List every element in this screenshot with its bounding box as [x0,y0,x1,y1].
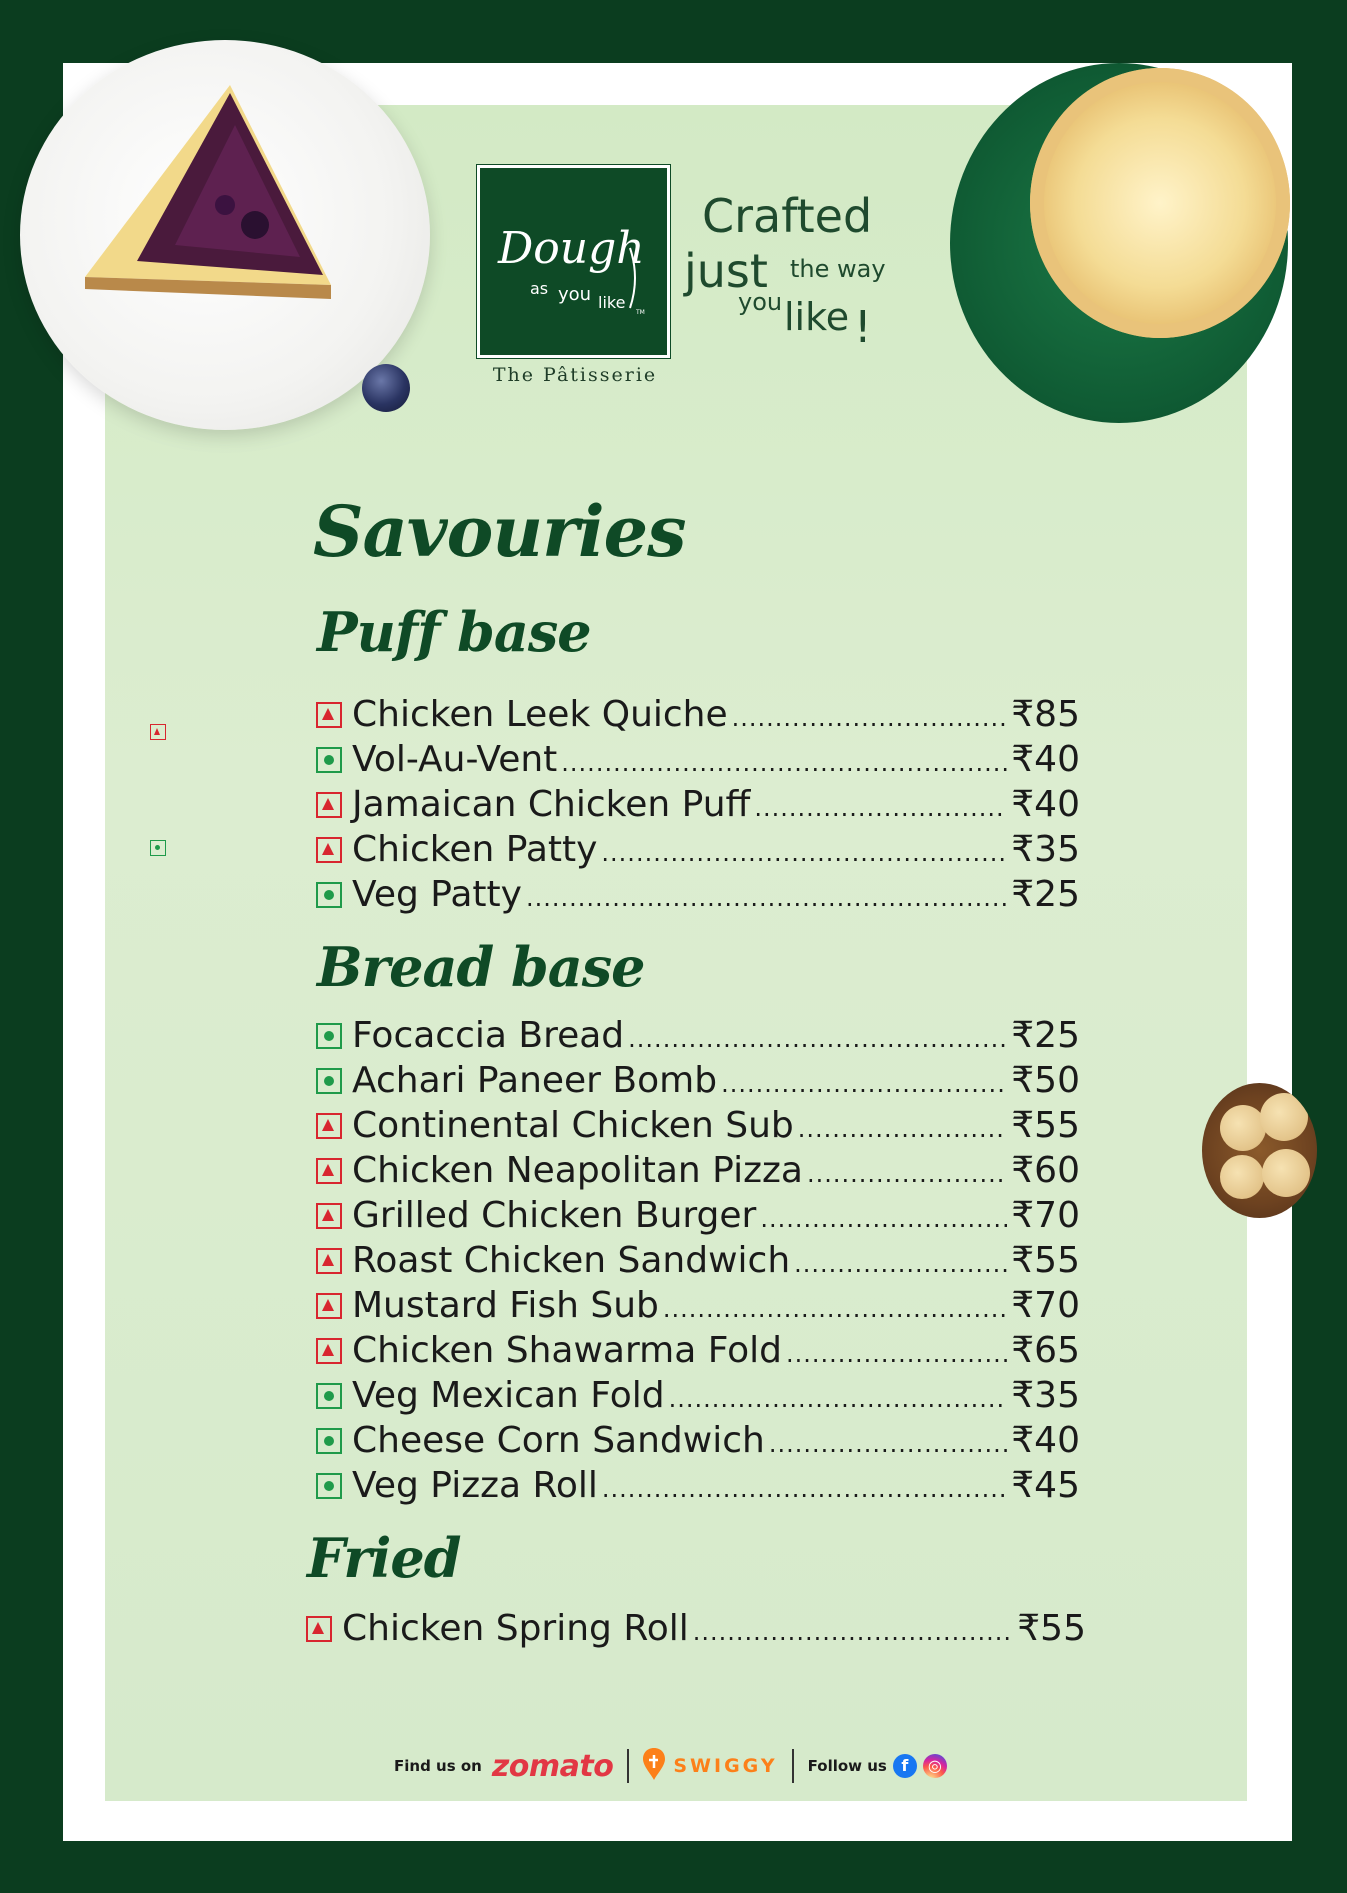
item-price: ₹40 [1011,1420,1080,1461]
menu-item [316,1058,1080,1103]
nonveg-icon [316,1248,342,1274]
item-name: Chicken Patty [352,829,598,870]
tagline-crafted: Crafted [702,192,873,243]
veg-icon [316,1428,342,1454]
item-name: Chicken Leek Quiche [352,694,728,735]
item-name: Veg Patty [352,874,522,915]
item-name: Continental Chicken Sub [352,1105,794,1146]
leader-dots [807,1152,1007,1197]
brand-logo [477,165,670,358]
item-price: ₹55 [1017,1608,1086,1649]
leader-dots [786,1332,1007,1377]
item-price: ₹70 [1011,1285,1080,1326]
swiggy-icon [643,1748,665,1784]
leader-dots [628,1017,1007,1062]
item-name: Vol-Au-Vent [352,739,558,780]
logo-word: Dough [498,223,645,274]
item-name: Veg Mexican Fold [352,1375,665,1416]
leader-dots [732,696,1008,741]
leader-dots [601,831,1007,876]
menu-item [316,737,1080,782]
veg-icon [316,1068,342,1094]
nonveg-icon [316,702,342,728]
item-name: Focaccia Bread [352,1015,625,1056]
tagline-the-way: the way [790,255,886,283]
divider [792,1749,794,1783]
follow-us-label: Follow us [807,1757,887,1775]
item-price: ₹70 [1011,1195,1080,1236]
veg-icon [316,1383,342,1409]
item-price: ₹55 [1011,1105,1080,1146]
logo-word-like: like [598,293,626,312]
item-name: Veg Pizza Roll [352,1465,598,1506]
item-price: ₹85 [1011,694,1080,735]
cookie-bowl-image [1202,1083,1317,1218]
menu-item [316,1238,1080,1283]
veg-icon [316,747,342,773]
quiche-image [1030,68,1290,338]
menu-item [316,1013,1080,1058]
leader-dots [663,1287,1007,1332]
item-price: ₹45 [1011,1465,1080,1506]
section-items-fried [306,1606,1086,1651]
nonveg-icon [316,837,342,863]
find-us-label: Find us on [394,1757,482,1775]
leader-dots [693,1610,1014,1655]
tagline-just: just [684,244,768,298]
nonveg-icon [306,1616,332,1642]
item-name: Cheese Corn Sandwich [352,1420,765,1461]
menu-item [316,1463,1080,1508]
leader-dots [798,1107,1008,1152]
brand-subtitle: The Pâtisserie [492,364,658,386]
leader-dots [769,1422,1007,1467]
logo-trademark: TM [636,309,645,316]
item-price: ₹25 [1011,874,1080,915]
veg-icon [316,882,342,908]
nonveg-legend-icon [150,724,166,740]
item-name: Jamaican Chicken Puff [352,784,751,825]
menu-item [316,827,1080,872]
menu-item [316,1283,1080,1328]
blueberry-image [362,364,410,412]
brand-tagline [682,192,912,366]
item-price: ₹35 [1011,1375,1080,1416]
item-price: ₹35 [1011,829,1080,870]
item-price: ₹40 [1011,739,1080,780]
item-name: Grilled Chicken Burger [352,1195,757,1236]
swiggy-logo[interactable]: SWIGGY [673,1755,778,1777]
leader-dots [526,876,1007,921]
section-items-bread-base [316,1013,1080,1508]
menu-item [316,1193,1080,1238]
item-price: ₹50 [1011,1060,1080,1101]
item-price: ₹55 [1011,1240,1080,1281]
menu-item [316,692,1080,737]
footer [394,1744,947,1788]
item-price: ₹60 [1011,1150,1080,1191]
section-items-puff-base [316,692,1080,917]
leader-dots [754,786,1007,831]
nonveg-icon [316,1338,342,1364]
section-title-puff-base: Puff base [317,600,591,664]
veg-icon [316,1023,342,1049]
menu-item [316,1373,1080,1418]
nonveg-icon [316,1203,342,1229]
divider [627,1749,629,1783]
veg-icon [316,1473,342,1499]
nonveg-icon [316,1113,342,1139]
item-price: ₹25 [1011,1015,1080,1056]
menu-item [306,1606,1086,1651]
nonveg-icon [316,1158,342,1184]
menu-item [316,782,1080,827]
item-name: Chicken Neapolitan Pizza [352,1150,803,1191]
leader-dots [669,1377,1008,1422]
logo-word-as: as [530,279,549,298]
item-name: Achari Paneer Bomb [352,1060,718,1101]
menu-item [316,872,1080,917]
item-name: Roast Chicken Sandwich [352,1240,791,1281]
facebook-icon[interactable]: f [893,1754,917,1778]
logo-word-you: you [558,284,592,305]
menu-item [316,1103,1080,1148]
veg-legend-icon [150,840,166,856]
item-name: Mustard Fish Sub [352,1285,659,1326]
leader-dots [760,1197,1007,1242]
item-price: ₹40 [1011,784,1080,825]
tagline-you: you [738,288,783,316]
menu-item [316,1148,1080,1193]
menu-item [316,1418,1080,1463]
nonveg-icon [316,792,342,818]
leader-dots [602,1467,1007,1512]
item-name: Chicken Spring Roll [342,1608,689,1649]
item-price: ₹65 [1011,1330,1080,1371]
nonveg-icon [316,1293,342,1319]
leader-dots [794,1242,1007,1287]
menu-title: Savouries [313,490,686,573]
section-title-fried: Fried [307,1526,461,1590]
section-title-bread-base: Bread base [317,935,645,999]
tagline-exclaim: ! [854,302,872,353]
zomato-logo[interactable]: zomato [491,1748,614,1784]
tagline-like: like [784,295,850,339]
menu-item [316,1328,1080,1373]
item-name: Chicken Shawarma Fold [352,1330,782,1371]
leader-dots [561,741,1007,786]
leader-dots [721,1062,1007,1107]
instagram-icon[interactable]: ◎ [923,1754,947,1778]
